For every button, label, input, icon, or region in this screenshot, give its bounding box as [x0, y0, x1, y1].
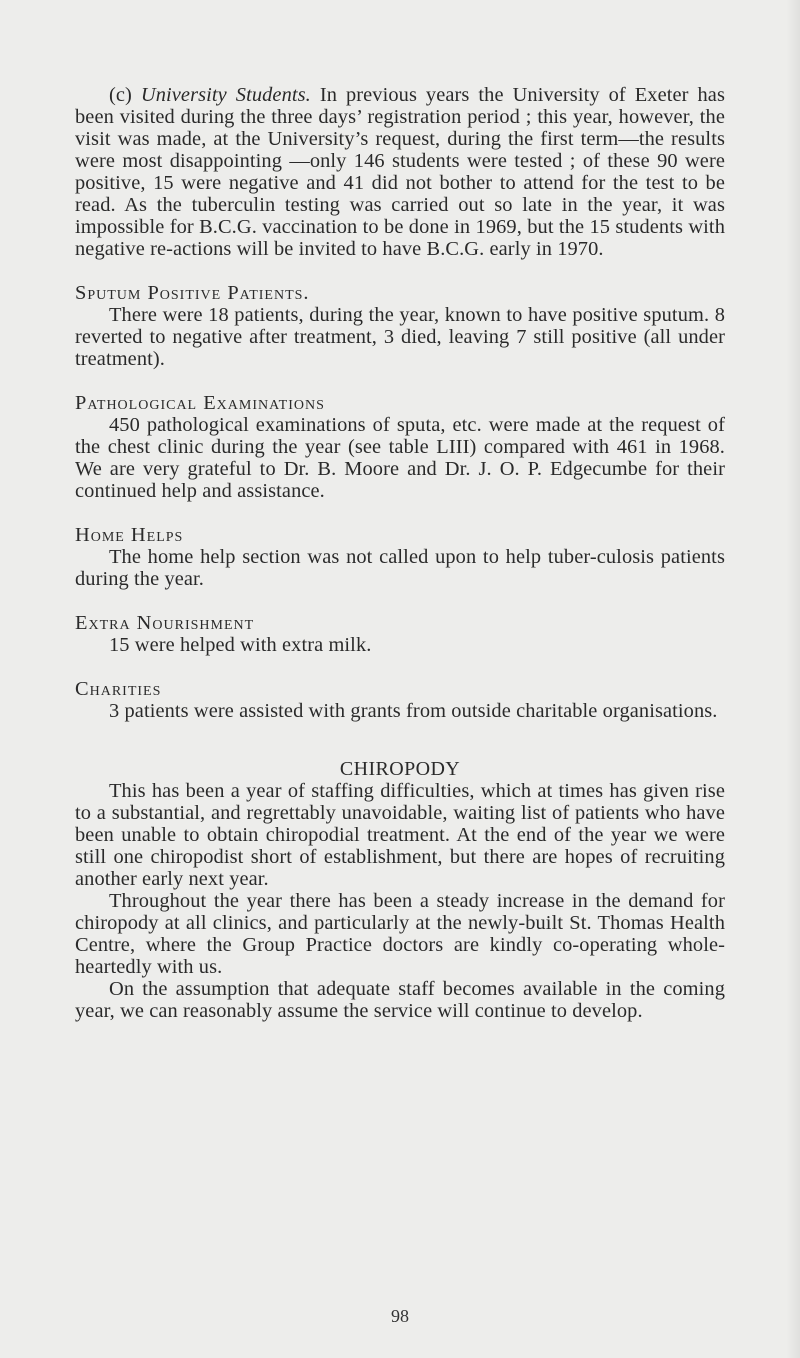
pathological-heading: Pathological Examinations	[75, 392, 325, 414]
chiropody-title: CHIROPODY	[339, 758, 461, 780]
university-text: In previous years the University of Exeter has been visited during the three days’ registration period ; this year, however, the visit was made, at the University’s request, during the first term—the results were most disappointing —only 146 students were tested ; of these 90 were positive, 15 were negative and 41 did not bother to attend for the test to be read. As the tuberculin testing was carried out so late in the year, it was impossible for B.C.G. vaccination to be done in 1969, but the 15 students with negative re-actions will be invited to have B.C.G. early in 1970.	[75, 84, 725, 260]
university-title: University Students.	[140, 84, 311, 106]
university-students-paragraph	[75, 84, 725, 260]
charities-heading: Charities	[75, 678, 162, 700]
chiropody-paragraph-3: On the assumption that adequate staff becomes available in the coming year, we can reasonably assume the service will continue to develop.	[75, 978, 725, 1022]
page-number: 98	[391, 1306, 409, 1326]
university-label: (c)	[109, 84, 132, 106]
sputum-paragraph: There were 18 patients, during the year, known to have positive sputum. 8 reverted to negative after treatment, 3 died, leaving 7 still positive (all under treatment).	[75, 304, 725, 370]
home-helps-heading: Home Helps	[75, 524, 184, 546]
chiropody-paragraph-1: This has been a year of staffing difficulties, which at times has given rise to a substantial, and regrettably unavoidable, waiting list of patients who have been unable to obtain chiropodial treatment. At the end of the year we were still one chiropodist short of establishment, but there are hopes of recruiting another early next year.	[75, 780, 725, 890]
sputum-heading: Sputum Positive Patients.	[75, 282, 310, 304]
charities-paragraph: 3 patients were assisted with grants from outside charitable organisations.	[109, 700, 718, 722]
home-helps-paragraph: The home help section was not called upon to help tuber-culosis patients during the year.	[75, 546, 725, 590]
chiropody-paragraph-2: Throughout the year there has been a steady increase in the demand for chiropody at all clinics, and particularly at the newly-built St. Thomas Health Centre, where the Group Practice doctors are kindly co-operating whole-heartedly with us.	[75, 890, 725, 978]
page-edge-shadow	[786, 0, 800, 1358]
extra-nourishment-heading: Extra Nourishment	[75, 612, 255, 634]
extra-nourishment-paragraph: 15 were helped with extra milk.	[109, 634, 372, 656]
page-content	[75, 84, 725, 1022]
pathological-paragraph: 450 pathological examinations of sputa, etc. were made at the request of the chest clinic during the year (see table LIII) compared with 461 in 1968. We are very grateful to Dr. B. Moore and Dr. J. O. P. Edgecumbe for their continued help and assistance.	[75, 414, 725, 502]
